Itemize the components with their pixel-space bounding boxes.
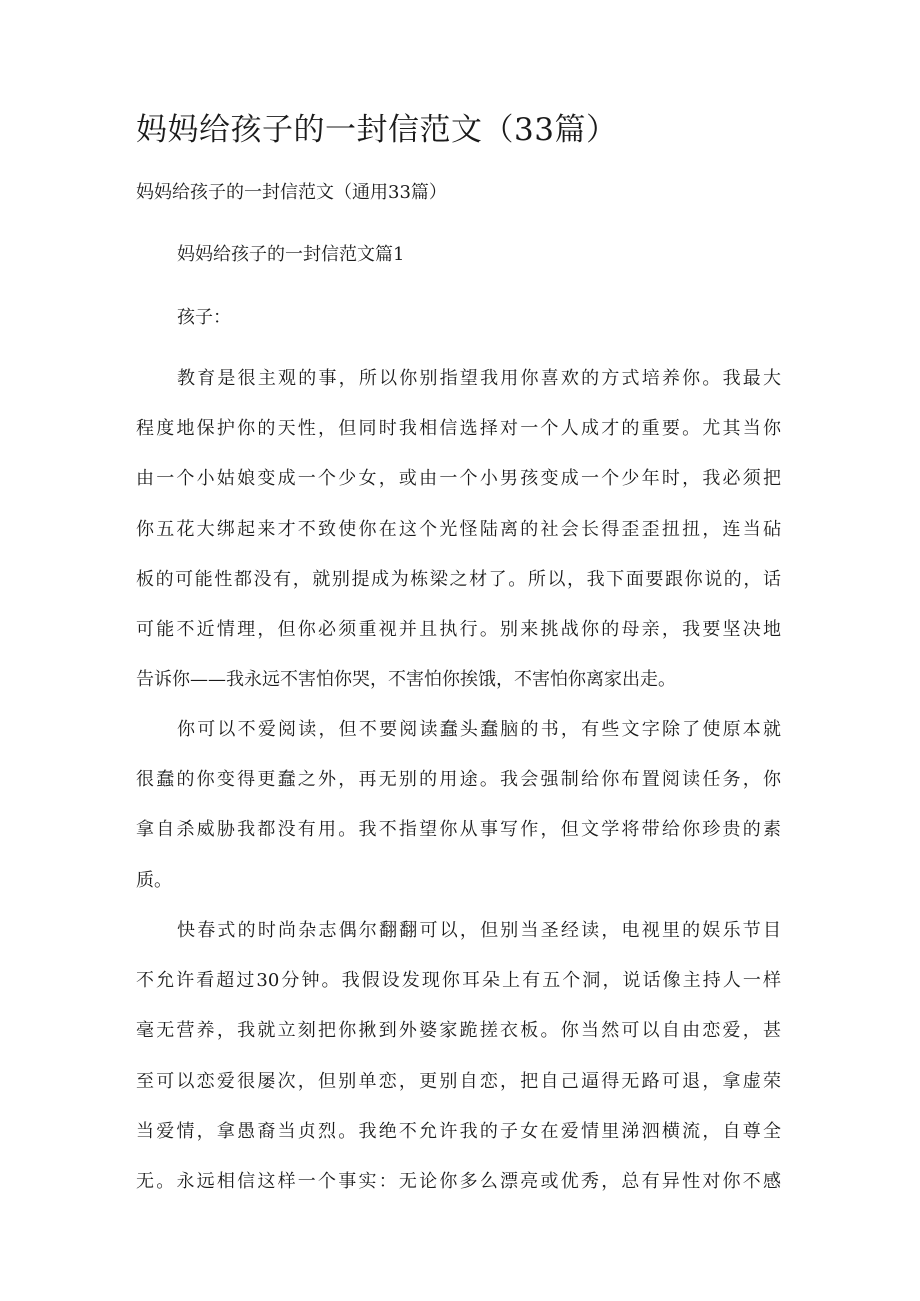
paragraph-line: 无。永远相信这样一个事实：无论你多么漂亮或优秀，总有异性对你不感 [136, 1170, 781, 1192]
paragraph-line: 毫无营养，我就立刻把你揪到外婆家跪搓衣板。你当然可以自由恋爱，甚 [136, 1020, 781, 1042]
paragraph-line: 你可以不爱阅读，但不要阅读蠢头蠢脑的书，有些文字除了使原本就 [177, 719, 781, 740]
paragraph-line: 快春式的时尚杂志偶尔翻翻可以，但别当圣经读，电视里的娱乐节目 [177, 920, 781, 941]
paragraph-line: 当爱情，拿愚裔当贞烈。我绝不允许我的子女在爱情里涕泗横流，自尊全 [136, 1120, 781, 1142]
letter-salutation: 孩子： [177, 307, 231, 328]
section-heading: 妈妈给孩子的一封信范文篇1 [177, 244, 405, 265]
paragraph-line: 不允许看超过30分钟。我假设发现你耳朵上有五个洞，说话像主持人一样 [136, 970, 781, 992]
document-subtitle: 妈妈给孩子的一封信范文（通用33篇） [136, 182, 447, 203]
paragraph-line: 程度地保护你的天性，但同时我相信选择对一个人成才的重要。尤其当你 [136, 418, 781, 440]
paragraph-line: 板的可能性都没有，就别提成为栋梁之材了。所以，我下面要跟你说的，话 [136, 568, 781, 590]
paragraph-line: 很蠢的你变得更蠢之外，再无别的用途。我会强制给你布置阅读任务，你 [136, 769, 781, 791]
paragraph-line: 教育是很主观的事，所以你别指望我用你喜欢的方式培养你。我最大 [177, 368, 781, 389]
paragraph-2 [136, 705, 781, 906]
paragraph-line: 由一个小姑娘变成一个少女，或由一个小男孩变成一个少年时，我必须把 [136, 468, 781, 490]
paragraph-line: 可能不近情理，但你必须重视并且执行。别来挑战你的母亲，我要坚决地 [136, 618, 781, 640]
paragraph-3 [136, 906, 781, 1207]
paragraph-line: 质。 [136, 869, 172, 891]
paragraph-1 [136, 354, 781, 705]
paragraph-line: 至可以恋爱很屡次，但别单恋，更别自恋，把自己逼得无路可退，拿虚荣 [136, 1070, 781, 1092]
paragraph-line: 你五花大绑起来才不致使你在这个光怪陆离的社会长得歪歪扭扭，连当砧 [136, 518, 781, 540]
paragraph-line: 告诉你——我永远不害怕你哭，不害怕你挨饿，不害怕你离家出走。 [136, 669, 676, 691]
paragraph-line: 拿自杀威胁我都没有用。我不指望你从事写作，但文学将带给你珍贵的素 [136, 819, 781, 841]
document-title: 妈妈给孩子的一封信范文（33篇） [136, 112, 618, 148]
